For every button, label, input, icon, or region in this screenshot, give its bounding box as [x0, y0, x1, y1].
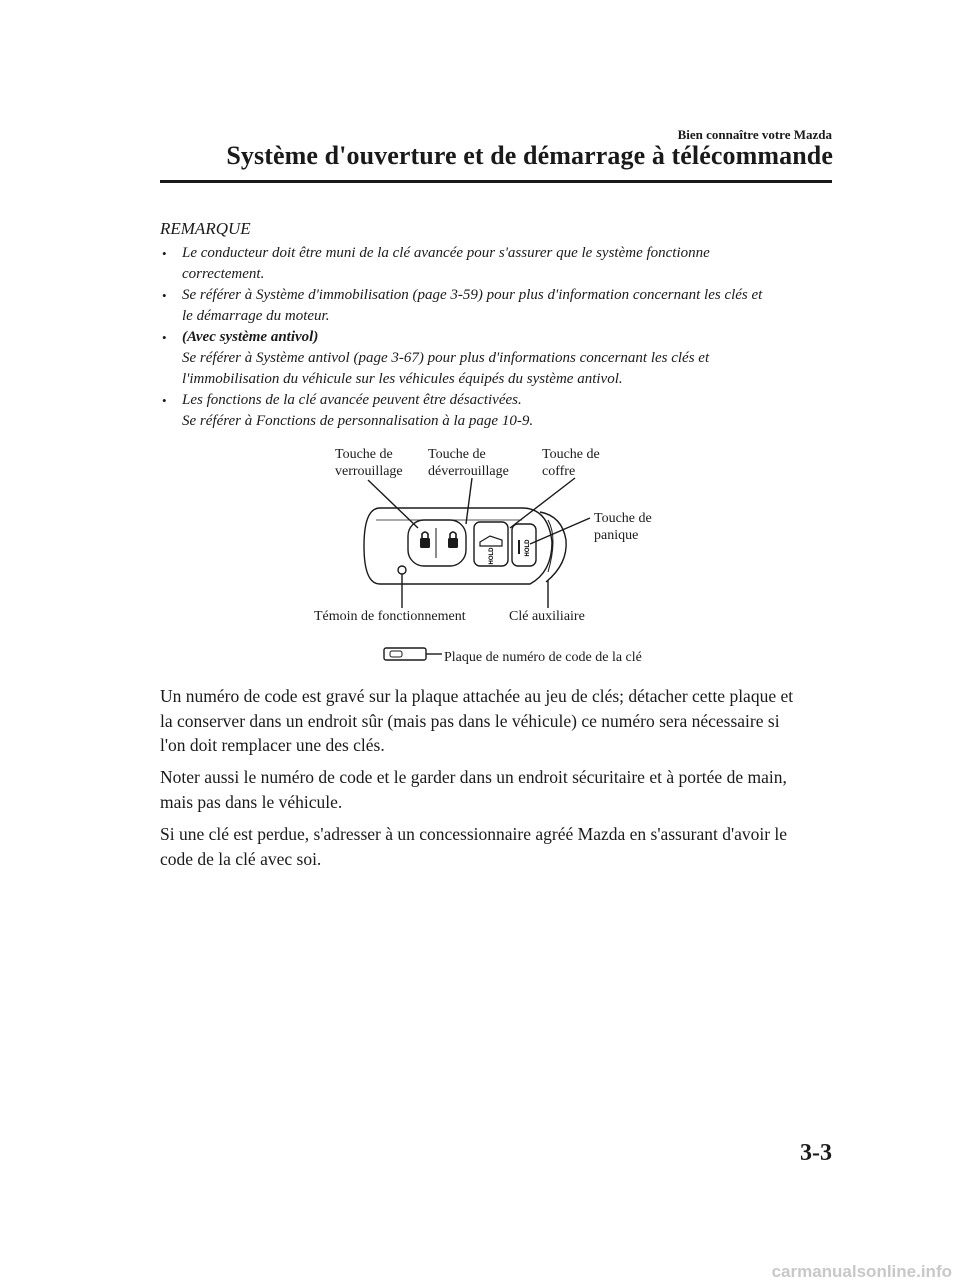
note-item [160, 243, 840, 285]
label-line: Touche de [428, 447, 486, 462]
page-title: Système d'ouverture et de démarrage à télécommande [226, 141, 833, 170]
leader-panic [530, 518, 590, 544]
bullet-icon: • [162, 288, 167, 303]
bullet-icon: • [162, 246, 167, 261]
paragraph [160, 684, 840, 758]
label-lock-button [335, 446, 403, 480]
note-line: l'immobilisation du véhicule sur les véhicules équipés du système antivol. [182, 371, 623, 387]
paragraph-line: code de la clé avec soi. [160, 848, 322, 869]
code-plate-hole [390, 651, 402, 657]
unlock-icon [448, 538, 458, 548]
note-line-bold: (Avec système antivol) [182, 329, 319, 345]
bullet-icon: • [162, 393, 167, 408]
header-rule [160, 180, 832, 183]
note-line: Se référer à Système antivol (page 3-67) pour plus d'informations concernant les clés et [182, 350, 710, 366]
label-line: coffre [542, 464, 576, 479]
paragraph-line: Si une clé est perdue, s'adresser à un concessionnaire agréé Mazda en s'assurant d'avoir le [160, 824, 788, 844]
label-code-plate: Plaque de numéro de code de la clé [444, 650, 642, 665]
label-line: Touche de [594, 511, 652, 526]
label-aux-key: Clé auxiliaire [509, 609, 585, 624]
note-item [160, 285, 840, 327]
hold-text-trunk: HOLD [489, 547, 495, 565]
note-line: Se référer à Système d'immobilisation (page 3-59) pour plus d'information concernant les clés et [182, 287, 763, 303]
label-indicator: Témoin de fonctionnement [314, 609, 466, 624]
note-list [160, 243, 840, 432]
note-line: Se référer à Fonctions de personnalisation à la page 10-9. [182, 413, 534, 429]
trunk-icon [480, 536, 502, 546]
note-line: correctement. [182, 266, 265, 282]
paragraph [160, 765, 840, 814]
label-unlock-button [428, 446, 509, 480]
label-line: Touche de [335, 447, 393, 462]
leader-lock [368, 480, 418, 528]
paragraph-line: Un numéro de code est gravé sur la plaque attachée au jeu de clés; détacher cette plaque et [160, 686, 794, 706]
note-line: Les fonctions de la clé avancée peuvent être désactivées. [182, 392, 522, 408]
paragraph-line: l'on doit remplacer une des clés. [160, 735, 385, 755]
key-figure [290, 440, 710, 680]
note-title: REMARQUE [160, 219, 251, 238]
paragraph-line: Noter aussi le numéro de code et le garder dans un endroit sécuritaire et à portée de main, [160, 767, 787, 787]
note-line: Le conducteur doit être muni de la clé avancée pour s'assurer que le système fonctionne [182, 245, 710, 261]
bullet-icon: • [162, 330, 167, 345]
label-panic-button [594, 510, 652, 544]
header-subtitle: Bien connaître votre Mazda [677, 127, 832, 142]
label-trunk-button [542, 446, 600, 480]
paragraph-line: mais pas dans le véhicule. [160, 791, 343, 812]
paragraph [160, 822, 840, 871]
lock-icon [420, 538, 430, 548]
label-line: panique [594, 528, 639, 543]
leader-unlock [466, 478, 472, 524]
label-line: déverrouillage [428, 464, 509, 479]
panic-button [512, 524, 536, 566]
lock-shackle [422, 532, 428, 538]
note-line: le démarrage du moteur. [182, 308, 330, 324]
page-number: 3-3 [800, 1140, 832, 1166]
note-line [182, 327, 840, 348]
watermark[interactable]: carmanualsonline.info [771, 1262, 952, 1281]
hold-text-panic: HOLD [525, 539, 531, 557]
note-item [160, 327, 840, 390]
label-line: verrouillage [335, 464, 403, 479]
label-line: Touche de [542, 447, 600, 462]
note-item [160, 390, 840, 432]
indicator-light [398, 566, 406, 574]
paragraph-line: la conserver dans un endroit sûr (mais pas dans le véhicule) ce numéro sera nécessaire si [160, 710, 780, 731]
leader-trunk [510, 478, 575, 528]
unlock-shackle [450, 532, 456, 538]
